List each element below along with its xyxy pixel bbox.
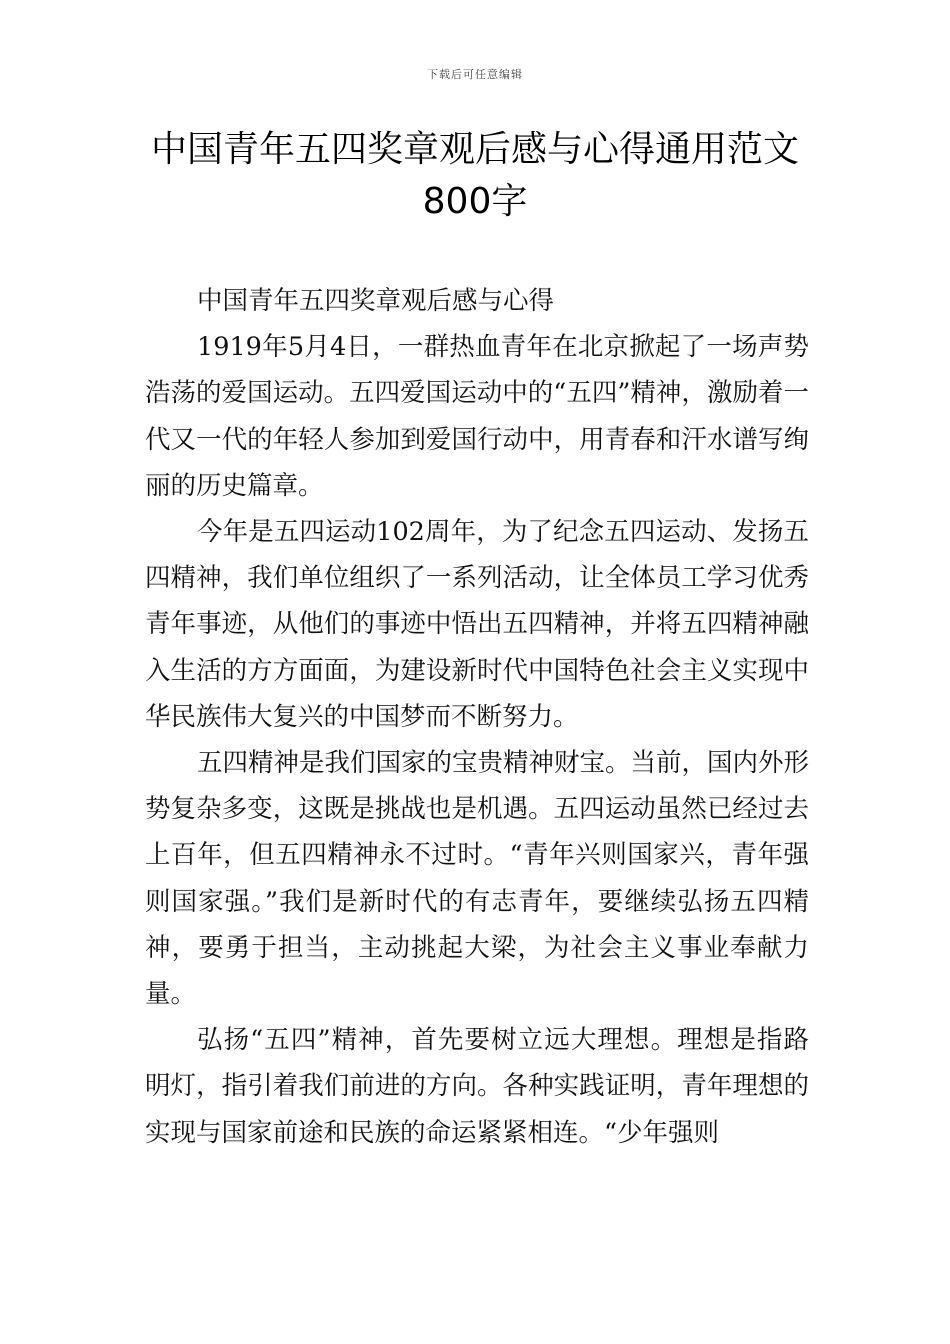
paragraph: 1919年5月4日，一群热血青年在北京掀起了一场声势浩荡的爱国运动。五四爱国运动中的“五四”精神，激励着一代又一代的年轻人参加到爱国行动中，用青春和汗水谱写绚丽的历史篇章。 (145, 332, 809, 501)
header-note: 下载后可任意编辑 (427, 68, 523, 81)
paragraph: 弘扬“五四”精神，首先要树立远大理想。理想是指路明灯，指引着我们前进的方向。各种实践证明，青年理想的实现与国家前途和民族的命运紧紧相连。“少年强则 (145, 1025, 809, 1148)
document-body (145, 278, 809, 1156)
paragraph: 五四精神是我们国家的宝贵精神财宝。当前，国内外形势复杂多变，这既是挑战也是机遇。五四运动虽然已经过去上百年，但五四精神永不过时。“青年兴则国家兴，青年强则国家强。”我们是新时代的有志青年，要继续弘扬五四精神，要勇于担当，主动挑起大梁，为社会主义事业奉献力量。 (145, 748, 810, 1010)
paragraph: 今年是五四运动102周年，为了纪念五四运动、发扬五四精神，我们单位组织了一系列活动，让全体员工学习优秀青年事迹，从他们的事迹中悟出五四精神，并将五四精神融入生活的方方面面，为建设新时代中国特色社会主义实现中华民族伟大复兴的中国梦而不断努力。 (145, 517, 809, 732)
document-title: 中国青年五四奖章观后感与心得通用范文800字 (150, 129, 799, 222)
paragraph-subtitle: 中国青年五四奖章观后感与心得 (197, 286, 555, 316)
